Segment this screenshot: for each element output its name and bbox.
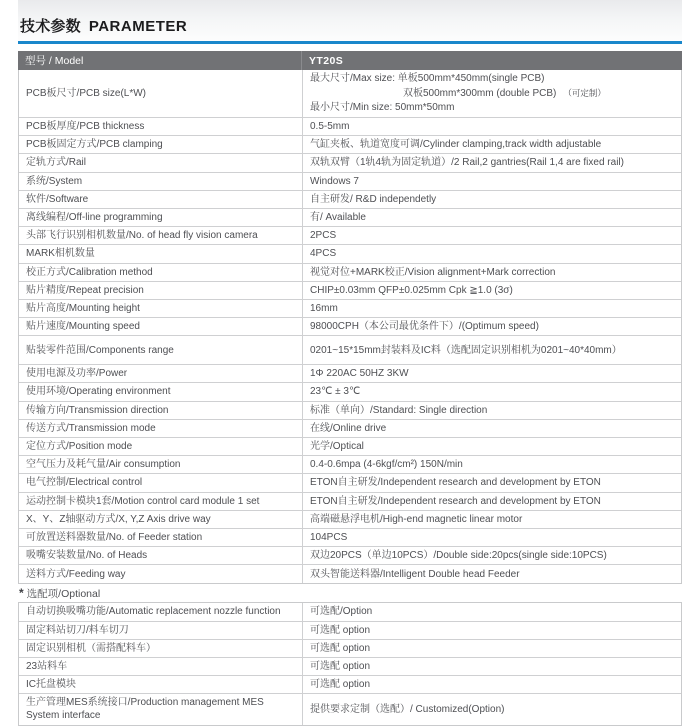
table-row xyxy=(19,640,681,658)
row-label: 贴片精度/Repeat precision xyxy=(19,282,303,299)
table-row xyxy=(19,565,681,583)
row-label: PCB板固定方式/PCB clamping xyxy=(19,136,303,153)
row-value: 光学/Optical xyxy=(310,441,364,452)
row-label: PCB板厚度/PCB thickness xyxy=(19,118,303,135)
value-line-note: （可定制） xyxy=(563,88,606,98)
row-label: 传输方向/Transmission direction xyxy=(19,402,303,419)
value-line-text: 双板500mm*300mm (double PCB) xyxy=(403,88,557,99)
row-value: 可选配/Option xyxy=(310,606,373,618)
table-row xyxy=(19,245,681,263)
table-row xyxy=(19,529,681,547)
row-value: Windows 7 xyxy=(310,175,359,187)
page-title-en: PARAMETER xyxy=(88,18,188,35)
row-label: 送料方式/Feeding way xyxy=(19,565,303,583)
row-label: 定位方式/Position mode xyxy=(19,438,303,455)
row-label: 系统/System xyxy=(19,173,303,190)
table-row xyxy=(19,136,681,154)
value-line xyxy=(310,86,675,101)
row-label: 电气控制/Electrical control xyxy=(19,474,303,491)
table-row xyxy=(19,300,681,318)
row-label: 贴片速度/Mounting speed xyxy=(19,318,303,335)
row-label: 离线编程/Off-line programming xyxy=(19,209,303,226)
row-value: 自主研发/ R&D independetly xyxy=(310,193,437,205)
row-value: 1Φ 220AC 50HZ 3KW xyxy=(310,368,409,380)
page-title-zh: 技术参数 xyxy=(20,18,81,35)
table-row xyxy=(19,694,681,724)
table-row xyxy=(19,493,681,511)
model-label: 型号 / Model xyxy=(18,51,302,70)
table-row xyxy=(19,676,681,694)
row-value: 23℃ ± 3℃ xyxy=(310,386,361,398)
model-header-row xyxy=(18,51,682,70)
row-label: 使用电源及功率/Power xyxy=(19,365,303,382)
row-label: 软件/Software xyxy=(19,191,303,208)
table-row xyxy=(19,191,681,209)
row-value: 提供要求定制（选配）/ Customized(Option) xyxy=(310,703,505,715)
row-value: 2PCS xyxy=(310,230,337,242)
row-value: 有/ Available xyxy=(310,211,366,223)
page-title xyxy=(20,15,187,36)
table-row xyxy=(19,456,681,474)
value-line xyxy=(310,101,675,115)
row-value: 高端磁悬浮电机/High-end magnetic linear motor xyxy=(310,513,523,525)
row-label: 自动切换吸嘴功能/Automatic replacement nozzle function xyxy=(19,603,303,620)
table-row xyxy=(19,209,681,227)
optional-section-label xyxy=(18,584,682,602)
table-row xyxy=(19,118,681,136)
spec-table xyxy=(18,70,682,584)
row-label: 固定识别相机（需搭配料车） xyxy=(19,640,303,657)
spec-sheet xyxy=(18,0,682,726)
optional-label-text: 选配项/Optional xyxy=(26,587,101,600)
row-value: 98000CPH（本公司最优条件下）/(Optimum speed) xyxy=(310,321,539,333)
row-value: 可选配 option xyxy=(310,642,371,654)
row-value: 可选配 option xyxy=(310,624,371,636)
value-line-text: 最大尺寸/Max size: 单板500mm*450mm(single PCB) xyxy=(310,73,545,84)
row-value: 可选配 option xyxy=(310,660,371,672)
spacer xyxy=(18,44,682,51)
row-value: 双轨双臂（1轨4轨为固定轨道）/2 Rail,2 gantries(Rail 1,4 are fixed rail) xyxy=(310,157,624,169)
row-label: 头部飞行识别相机数量/No. of head fly vision camera xyxy=(19,227,303,244)
row-label: 贴装零件范围/Components range xyxy=(19,336,303,364)
row-value: 气缸夹板、轨道宽度可调/Cylinder clamping,track width adjustable xyxy=(310,139,602,151)
table-row xyxy=(19,420,681,438)
row-label: MARK相机数量 xyxy=(19,245,303,262)
table-row xyxy=(19,318,681,336)
row-value xyxy=(303,70,681,117)
table-row xyxy=(19,438,681,456)
table-row xyxy=(19,227,681,245)
row-label: 传送方式/Transmission mode xyxy=(19,420,303,437)
table-row xyxy=(19,622,681,640)
row-label: 运动控制卡模块1套/Motion control card module 1 set xyxy=(19,493,303,510)
row-label: 贴片高度/Mounting height xyxy=(19,300,303,317)
table-row xyxy=(19,365,681,383)
row-value: 104PCS xyxy=(310,531,348,543)
row-label: 生产管理MES系统接口/Production management MES System interface xyxy=(19,694,303,724)
table-row xyxy=(19,511,681,529)
optional-table xyxy=(18,602,682,725)
table-row xyxy=(19,547,681,565)
row-value: 双头智能送料器/Intelligent Double head Feeder xyxy=(310,568,520,580)
value-line-text: 最小尺寸/Min size: 50mm*50mm xyxy=(310,102,455,113)
row-value: 双边20PCS（单边10PCS）/Double side:20pcs(single side:10PCS) xyxy=(310,550,607,562)
row-value: 16mm xyxy=(310,302,338,314)
row-label: 定轨方式/Rail xyxy=(19,154,303,171)
row-value: ETON自主研发/Independent research and development by ETON xyxy=(310,495,601,507)
row-label: 吸嘴安装数量/No. of Heads xyxy=(19,547,303,564)
row-value: 0201~15*15mm封装料及IC料（选配固定识别相机为0201~40*40mm） xyxy=(310,344,622,356)
table-row xyxy=(19,70,681,118)
value-line xyxy=(310,72,675,86)
table-row xyxy=(19,264,681,282)
table-row xyxy=(19,282,681,300)
row-label: PCB板尺寸/PCB size(L*W) xyxy=(19,70,303,117)
table-row xyxy=(19,336,681,365)
row-value: 4PCS xyxy=(310,248,337,260)
row-label: 23站料车 xyxy=(19,658,303,675)
table-row xyxy=(19,383,681,401)
table-row xyxy=(19,658,681,676)
row-label: X、Y、Z轴驱动方式/X, Y,Z Axis drive way xyxy=(19,511,303,528)
row-value: 标准（单向）/Standard: Single direction xyxy=(310,404,488,416)
row-label: 固定料站切刀/料车切刀 xyxy=(19,622,303,639)
optional-marker: * xyxy=(19,586,24,601)
row-label: 可放置送料器数量/No. of Feeder station xyxy=(19,529,303,546)
table-row xyxy=(19,402,681,420)
row-value: 0.5-5mm xyxy=(310,121,350,132)
row-label: 使用环境/Operating environment xyxy=(19,383,303,400)
table-row xyxy=(19,474,681,492)
row-value: CHIP±0.03mm QFP±0.025mm Cpk ≧1.0 (3σ) xyxy=(310,284,513,296)
row-label: 空气压力及耗气量/Air consumption xyxy=(19,456,303,473)
table-row xyxy=(19,173,681,191)
table-row xyxy=(19,154,681,172)
row-value: 在线/Online drive xyxy=(310,422,387,434)
row-value: ETON自主研发/Independent research and development by ETON xyxy=(310,477,601,489)
row-value: 视觉对位+MARK校正/Vision alignment+Mark correction xyxy=(310,266,556,278)
row-label: IC托盘模块 xyxy=(19,676,303,693)
title-band xyxy=(18,0,682,41)
row-value: 0.4-0.6mpa (4-6kgf/cm²) 150N/min xyxy=(310,459,463,471)
model-value: YT20S xyxy=(309,54,344,67)
row-value: 可选配 option xyxy=(310,679,371,691)
row-label: 校正方式/Calibration method xyxy=(19,264,303,281)
table-row xyxy=(19,603,681,621)
